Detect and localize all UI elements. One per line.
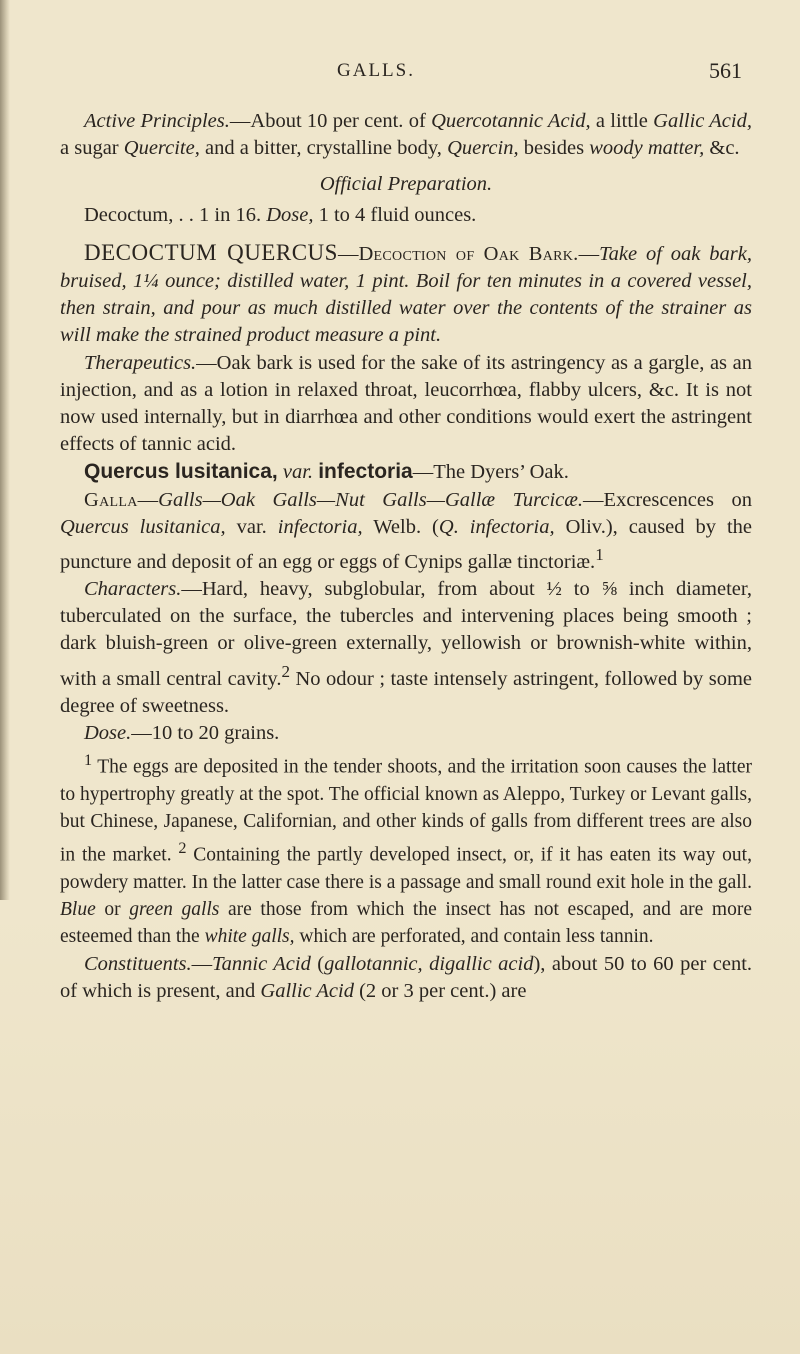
- official-preparation-heading: Official Preparation.: [319, 173, 493, 196]
- species-heading: Quercus lusitanica, var. infectoria—The Dyers’ Oak.: [84, 460, 569, 484]
- footnotes: $^1$ The eggs are deposited in the tender shoots, and the irritation soon causes the latter to hypertrophy greatly at the spot. The official known as Aleppo, Turkey or Levant galls, but Chinese, Japanese, Californian, and other kinds of galls from different trees are also in the market. $^2$ Containing the partly developed insect, or, if it has eaten its way out, powdery matter. In the latter case there is a passage and small round exit hole in the gall. Blue or green galls are those from which the insect has not escaped, and are more esteemed than the white galls, which are perforated, and contain less tannin.: [60, 751, 752, 948]
- footnote-ref-2: 2: [281, 661, 291, 681]
- section-label: Therapeutics.: [84, 351, 197, 374]
- characters-paragraph: Characters.—Hard, heavy, subglobular, from about ½ to ⅝ inch diameter, tuberculated on the surface, the tubercles and intervening places being smooth ; dark bluish-green or olive-green externally, yellowish or brownish-white within, with a small central cavity.$^2$ No odour ; taste intensely astringent, followed by some degree of sweetness.: [60, 578, 753, 717]
- official-preparation-line: Decoctum, . . 1 in 16. Dose, 1 to 4 fluid ounces.: [84, 203, 477, 226]
- footnote-ref-1: 1: [595, 545, 604, 565]
- active-principles-paragraph: Active Principles.—About 10 per cent. of Quercotannic Acid, a little Gallic Acid, a sugar Quercite, and a bitter, crystalline body, Quercin, besides woody matter, &c.: [60, 110, 752, 160]
- section-label: Constituents.: [84, 952, 192, 975]
- section-label: Active Principles.: [84, 110, 230, 132]
- page-number: 561: [709, 58, 742, 83]
- section-label: Characters.: [84, 578, 182, 601]
- page-body: [60, 108, 752, 1005]
- constituents-paragraph: Constituents.—Tannic Acid (gallotannic, digallic acid), about 50 to 60 per cent. of which is present, and Gallic Acid (2 or 3 per cent.) are: [60, 952, 753, 1002]
- dose-paragraph: Dose.—10 to 20 grains.: [84, 721, 280, 744]
- header-title: GALLS.: [337, 60, 415, 81]
- galla-paragraph: Galla—Galls—Oak Galls—Nut Galls—Gallæ Turcicæ.—Excrescences on Quercus lusitanica, var. infectoria, Welb. (Q. infectoria, Oliv.), caused by the puncture and deposit of an egg or eggs of Cynips gallæ tinctoriæ.$^1$: [60, 488, 753, 573]
- decoctum-paragraph: DECOCTUM QUERCUS—Decoction of Oak Bark.—Take of oak bark, bruised, 1¼ ounce; distilled water, 1 pint. Boil for ten minutes in a covered vessel, then strain, and pour as much distilled water over the contents of the strainer as will make the strained product measure a pint.: [60, 239, 752, 347]
- therapeutics-paragraph: Therapeutics.—Oak bark is used for the sake of its astringency as a gargle, as an injection, and as a lotion in relaxed throat, leucorrhœa, flabby ulcers, &c. It is not now used internally, but in diarrhœa and other conditions would exert the astringent effects of tannic acid.: [60, 351, 752, 456]
- decoctum-title: DECOCTUM QUERCUS: [84, 239, 338, 265]
- footnote-marker-2: 2: [178, 839, 187, 858]
- section-label: Galla: [84, 488, 138, 511]
- section-label: Dose.: [84, 721, 132, 744]
- footnote-marker-1: 1: [84, 751, 93, 770]
- running-header: [60, 58, 760, 88]
